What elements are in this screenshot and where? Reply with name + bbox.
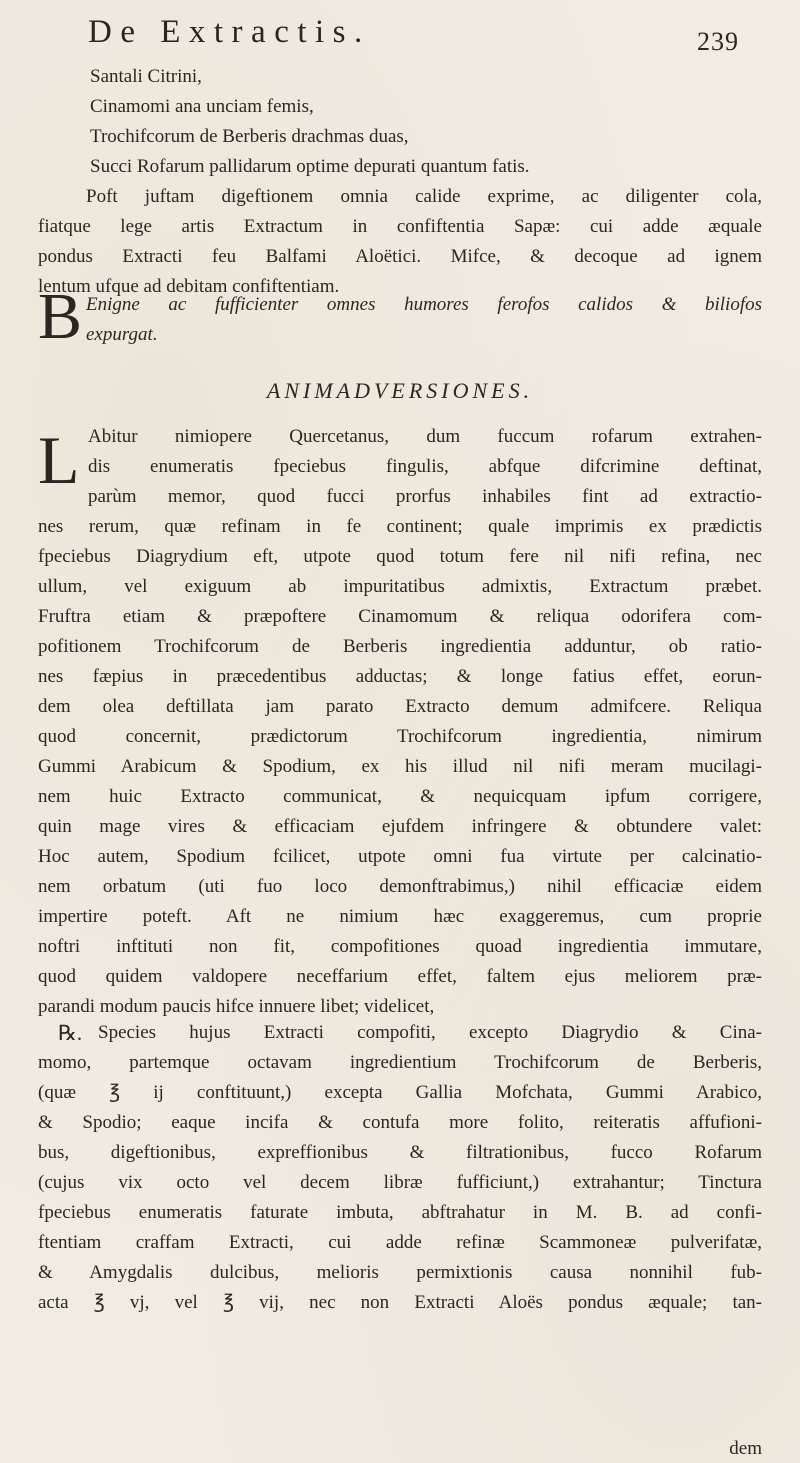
animadversion-paragraph xyxy=(38,422,762,1022)
catchword: dem xyxy=(729,1438,762,1459)
paragraph-line: nes rerum, quæ refinam in fe continent; quale imprimis ex prædictis xyxy=(38,516,762,537)
paragraph-line: Hoc autem, Spodium fcilicet, utpote omni fua virtute per calcinatio- xyxy=(38,846,762,867)
ingredient-line: Santali Citrini, xyxy=(90,66,202,87)
recipe-line: momo, partemque octavam ingredientium Trochifcorum de Berberis, xyxy=(38,1052,762,1073)
virtue-line: Enigne ac fufficienter omnes humores ferofos calidos & biliofos xyxy=(86,294,762,315)
virtue-line: expurgat. xyxy=(86,324,158,345)
procedure-line: fiatque lege artis Extractum in confiftentia Sapæ: cui adde æquale xyxy=(38,216,762,237)
paragraph-line: Gummi Arabicum & Spodium, ex his illud nil nifi meram mucilagi- xyxy=(38,756,762,777)
paragraph-line: dis enumeratis fpeciebus fingulis, abfque difcrimine deftinat, xyxy=(88,456,762,477)
section-heading: ANIMADVERSIONES. xyxy=(266,378,534,403)
recipe-paragraph xyxy=(38,1018,762,1318)
paragraph-line: noftri inftituti non fit, compofitiones quoad ingredientia immutare, xyxy=(38,936,762,957)
running-head: De Extractis. xyxy=(88,14,371,50)
recipe-line: & Spodio; eaque incifa & contufa more folito, reiteratis affufioni- xyxy=(38,1112,762,1133)
procedure-line: pondus Extracti feu Balfami Aloëtici. Mifce, & decoque ad ignem xyxy=(38,246,762,267)
paragraph-line: nes fæpius in præcedentibus adductas; & longe fatius effet, eorun- xyxy=(38,666,762,687)
recipe-line: fpeciebus enumeratis faturate imbuta, abftrahatur in M. B. ad confi- xyxy=(38,1202,762,1223)
paragraph-line: parandi modum paucis hifce innuere libet; videlicet, xyxy=(38,996,435,1017)
ingredient-list xyxy=(38,62,762,182)
recipe-sign: ℞. xyxy=(58,1021,83,1045)
paragraph-line: ullum, vel exiguum ab impuritatibus admixtis, Extractum præbet. xyxy=(38,576,762,597)
recipe-line: (quæ ℥ ij conftituunt,) excepta Gallia Mofchata, Gummi Arabico, xyxy=(38,1082,762,1103)
recipe-line: & Amygdalis dulcibus, melioris permixtionis causa nonnihil fub- xyxy=(38,1262,762,1283)
page-number: 239 xyxy=(697,27,739,56)
page-header xyxy=(0,14,800,54)
recipe-line: Species hujus Extracti compofiti, excepto Diagrydio & Cina- xyxy=(98,1022,762,1043)
paragraph-line: nem orbatum (uti fuo loco demonftrabimus,) nihil efficaciæ eidem xyxy=(38,876,762,897)
paragraph-line: nem huic Extracto communicat, & nequicquam ipfum corrigere, xyxy=(38,786,762,807)
paragraph-line: Abitur nimiopere Quercetanus, dum fuccum rofarum extrahen- xyxy=(88,426,762,447)
procedure-line: lentum ufque ad debitam confiftentiam. xyxy=(38,276,340,297)
recipe-line: bus, digeftionibus, expreffionibus & filtrationibus, fucco Rofarum xyxy=(38,1142,762,1163)
ingredient-line: Cinamomi ana unciam femis, xyxy=(90,96,314,117)
paragraph-line: quin mage vires & efficaciam ejufdem infringere & obtundere valet: xyxy=(38,816,762,837)
recipe-line: acta ℥ vj, vel ℥ vij, nec non Extracti Aloës pondus æquale; tan- xyxy=(38,1292,762,1313)
paragraph-line: fpeciebus Diagrydium eft, utpote quod totum fere nil nifi refina, nec xyxy=(38,546,762,567)
recipe-line: ftentiam craffam Extracti, cui adde refinæ Scammoneæ pulverifatæ, xyxy=(38,1232,762,1253)
paragraph-line: pofitionem Trochifcorum de Berberis ingredientia adduntur, ob ratio- xyxy=(38,636,762,657)
procedure-line: Poft juftam digeftionem omnia calide exprime, ac diligenter cola, xyxy=(86,186,762,207)
paragraph-line: quod concernit, prædictorum Trochifcorum ingredientia, nimirum xyxy=(38,726,762,747)
ingredient-line: Succi Rofarum pallidarum optime depurati quantum fatis. xyxy=(90,156,530,177)
drop-cap: L xyxy=(38,422,80,498)
paragraph-line: dem olea deftillata jam parato Extracto demum admifcere. Reliqua xyxy=(38,696,762,717)
paragraph-line: impertire poteft. Aft ne nimium hæc exaggeremus, cum proprie xyxy=(38,906,762,927)
ingredient-line: Trochifcorum de Berberis drachmas duas, xyxy=(90,126,409,147)
paragraph-line: Fruftra etiam & præpoftere Cinamomum & reliqua odorifera com- xyxy=(38,606,762,627)
paragraph-line: quod quidem valdopere neceffarium effet, faltem ejus meliorem præ- xyxy=(38,966,762,987)
procedure-paragraph xyxy=(38,182,762,302)
paragraph-line: parùm memor, quod fucci prorfus inhabiles fint ad extractio- xyxy=(88,486,762,507)
recipe-line: (cujus vix octo vel decem libræ fufficiunt,) extrahantur; Tinctura xyxy=(38,1172,762,1193)
drop-cap: B xyxy=(38,280,83,353)
